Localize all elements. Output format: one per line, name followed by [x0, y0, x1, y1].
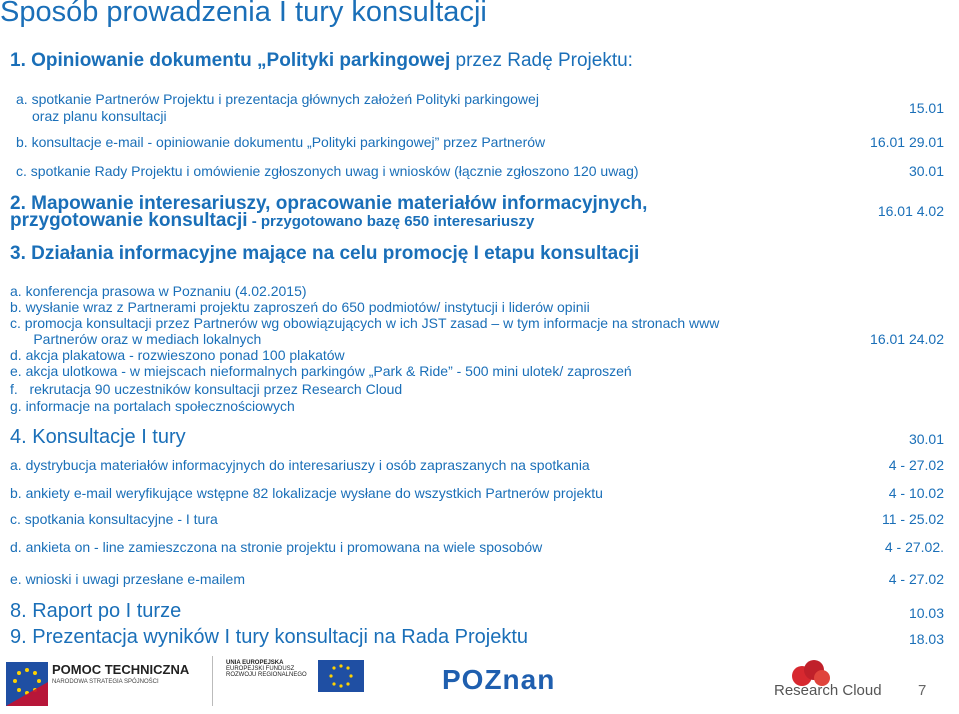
section-9-date: 18.03	[908, 631, 944, 647]
poznan-logo	[442, 664, 555, 696]
s4-item-e: e. wnioski i uwagi przesłane e-mailem	[10, 571, 245, 587]
s4-item-c: c. spotkania konsultacyjne - I tura	[10, 511, 218, 527]
eu-flag-icon	[6, 662, 48, 706]
s1-item-c: c. spotkanie Rady Projektu i omówienie zgłoszonych uwag i wniosków (łącznie zgłoszono 120 uwag)	[16, 163, 639, 179]
section-1-number: 1.	[10, 50, 26, 71]
s3-item-g: g. informacje na portalach społecznościowych	[10, 398, 295, 414]
section-1-heading-bold: Opiniowanie dokumentu „Polityki parkingowej	[31, 50, 451, 71]
section-8-date: 10.03	[908, 605, 944, 621]
eu-line1: UNIA EUROPEJSKA	[226, 660, 284, 666]
s4-item-b: b. ankiety e-mail weryfikujące wstępne 82 lokalizacje wysłane do wszystkich Partnerów projektu	[10, 485, 603, 501]
s1-item-b: b. konsultacje e-mail - opiniowanie dokumentu „Polityki parkingowej” przez Partnerów	[16, 134, 546, 150]
s3-item-b: b. wysłanie wraz z Partnerami projektu zaproszeń do 650 podmiotów/ instytucji i liderów opinii	[10, 299, 590, 315]
page-number: 7	[918, 682, 927, 699]
eu-line3: ROZWOJU REGIONALNEGO	[226, 672, 307, 678]
eu-line2: EUROPEJSKI FUNDUSZ	[226, 666, 295, 672]
page-title: Sposób prowadzenia I tury konsultacji	[0, 0, 487, 28]
s1-item-a-line1: a. spotkanie Partnerów Projektu i prezentacja głównych założeń Polityki parkingowej	[16, 91, 539, 107]
eu-logo	[226, 660, 307, 678]
s4-item-e-date: 4 - 27.02	[888, 571, 944, 587]
section-2-line2-rest: - przygotowano bazę 650 interesariuszy	[247, 213, 535, 230]
section-4-date: 30.01	[908, 431, 944, 447]
poznan-logo-text: POZnan	[442, 664, 556, 695]
section-1-heading-rest: przez Radę Projektu:	[455, 50, 633, 71]
section-3-heading: 3. Działania informacyjne mające na celu promocję I etapu konsultacji	[10, 243, 640, 264]
s1-item-c-date: 30.01	[908, 163, 944, 179]
s4-item-c-date: 11 - 25.02	[881, 511, 944, 527]
s1-item-a-date: 15.01	[908, 100, 944, 116]
section-1-heading	[10, 50, 633, 72]
s1-item-b-date: 16.01 29.01	[870, 134, 944, 150]
s4-item-b-date: 4 - 10.02	[888, 485, 944, 501]
s1-item-a-line2: oraz planu konsultacji	[32, 108, 167, 124]
section-4-heading: 4. Konsultacje I tury	[10, 426, 186, 448]
s4-item-a-date: 4 - 27.02	[888, 457, 944, 473]
footer	[0, 652, 959, 714]
s4-item-d-date: 4 - 27.02.	[884, 539, 944, 555]
s3-item-e: e. akcja ulotkowa - w miejscach nieformalnych parkingów „Park & Ride” - 500 mini ulotek/ zaproszeń	[10, 363, 632, 379]
section-2-line1: 2. Mapowanie interesariuszy, opracowanie materiałów informacyjnych,	[10, 193, 648, 214]
s4-item-a: a. dystrybucja materiałów informacyjnych do interesariuszy i osób zapraszanych na spotkania	[10, 457, 590, 473]
s3-item-f: f. rekrutacja 90 uczestników konsultacji przez Research Cloud	[10, 381, 403, 397]
section-8-heading: 8. Raport po I turze	[10, 600, 182, 622]
s3-item-d: d. akcja plakatowa - rozwieszono ponad 100 plakatów	[10, 347, 345, 363]
section-2-date: 16.01 4.02	[877, 203, 944, 219]
s4-item-d: d. ankieta on - line zamieszczona na stronie projektu i promowana na wiele sposobów	[10, 539, 543, 555]
s3-item-a: a. konferencja prasowa w Poznaniu (4.02.2015)	[10, 283, 307, 299]
pomoc-techniczna-logo	[52, 662, 189, 685]
eu-stars-flag-icon	[318, 660, 364, 692]
s3-item-c: c. promocja konsultacji przez Partnerów wg obowiązujących w ich JST zasad – w tym informacje na stronach www	[10, 315, 720, 331]
section-3-date: 16.01 24.02	[870, 331, 944, 347]
pomoc-techniczna-sub: NARODOWA STRATEGIA SPÓJNOŚCI	[52, 679, 159, 685]
research-cloud-logo: Research Cloud	[774, 682, 882, 699]
pomoc-techniczna-title: POMOC TECHNICZNA	[52, 662, 190, 677]
s3-item-c-cont: Partnerów oraz w mediach lokalnych	[10, 331, 262, 347]
section-9-heading: 9. Prezentacja wyników I tury konsultacji na Rada Projektu	[10, 626, 529, 648]
section-2-line2-bold: przygotowanie konsultacji	[10, 210, 248, 231]
section-2-line2	[10, 210, 534, 232]
footer-divider	[212, 656, 213, 706]
